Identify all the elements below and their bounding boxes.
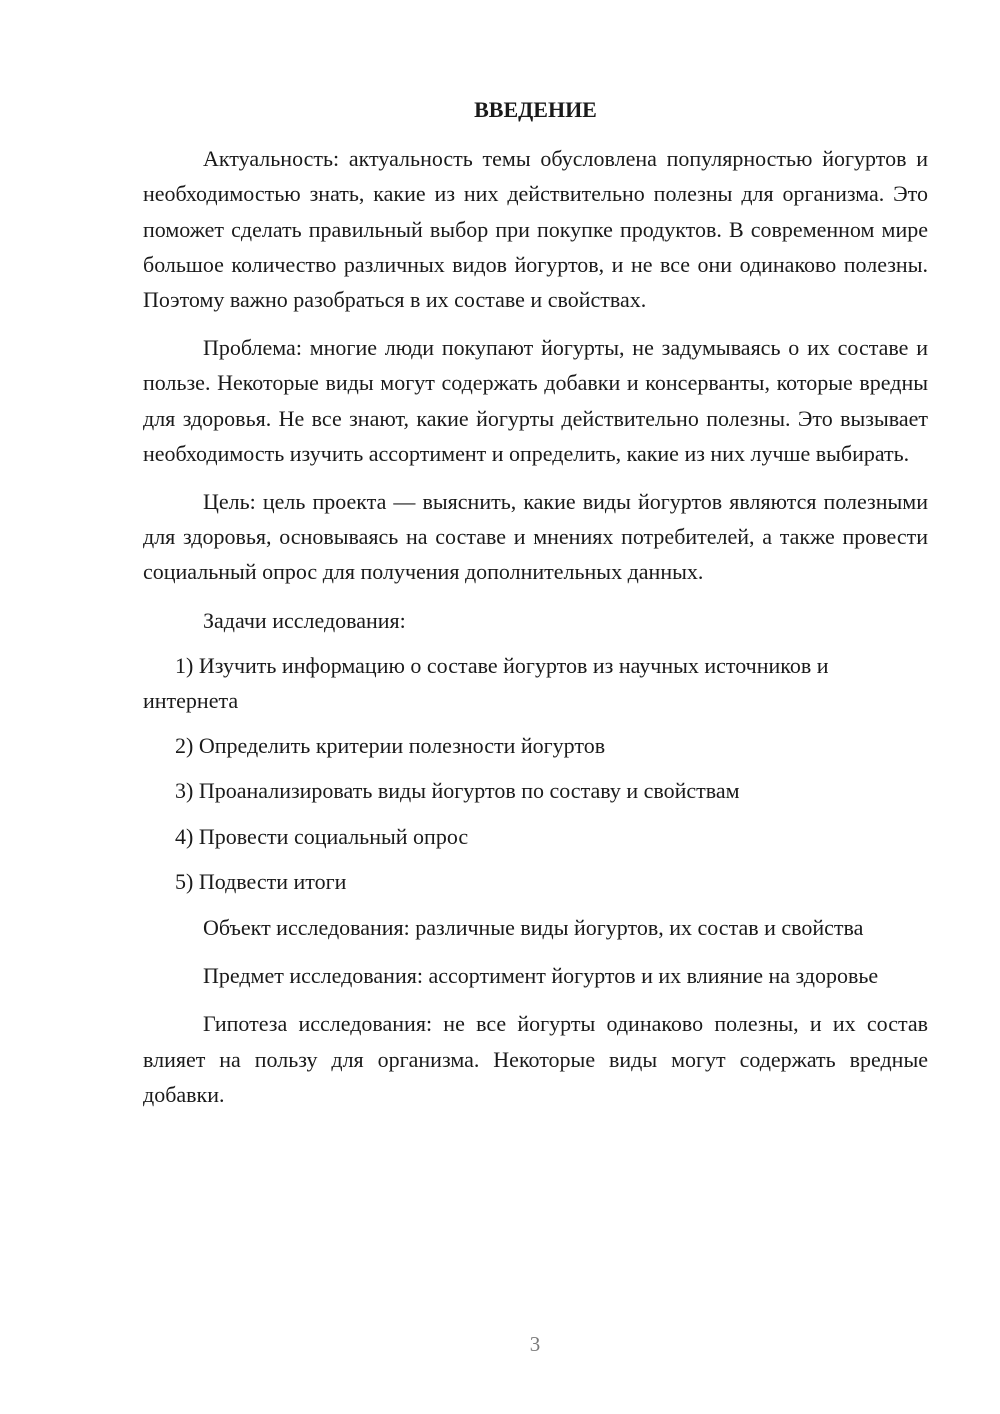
problem-paragraph: Проблема: многие люди покупают йогурты, не задумываясь о их составе и пользе. Некоторые виды могут содержать добавки и консерванты, которые вредны для здоровья. Не все знают, какие йогурты действительно полезны. Это вызывает необходимость изучить ассортимент и определить, какие из них лучше выбирать. <box>143 335 928 466</box>
goal-paragraph: Цель: цель проекта — выяснить, какие виды йогуртов являются полезными для здоровья, основываясь на составе и мнениях потребителей, а также провести социальный опрос для получения дополнительных данных. <box>143 489 928 585</box>
relevance-paragraph: Актуальность: актуальность темы обусловлена популярностью йогуртов и необходимостью знать, какие из них действительно полезны для организма. Это поможет сделать правильный выбор при покупке продуктов. В современном мире большое количество различных видов йогуртов, и не все они одинаково полезны. Поэтому важно разобраться в их составе и свойствах. <box>143 146 928 313</box>
task-item: 5) Подвести итоги <box>175 868 347 894</box>
object-paragraph: Объект исследования: различные виды йогуртов, их состав и свойства <box>203 915 864 941</box>
page-number: 3 <box>529 1332 541 1356</box>
document-body <box>143 92 928 1125</box>
task-item: 2) Определить критерии полезности йогуртов <box>175 733 606 759</box>
hypothesis-paragraph: Гипотеза исследования: не все йогурты одинаково полезны, и их состав влияет на пользу для организма. Некоторые виды могут содержать вредные добавки. <box>143 1011 928 1107</box>
tasks-list <box>143 648 928 899</box>
task-item: 1) Изучить информацию о составе йогуртов из научных источников и интернета <box>143 652 829 714</box>
tasks-title: Задачи исследования: <box>203 607 406 633</box>
section-heading: ВВЕДЕНИЕ <box>474 97 597 122</box>
task-item: 4) Провести социальный опрос <box>175 823 469 849</box>
task-item: 3) Проанализировать виды йогуртов по составу и свойствам <box>175 778 740 804</box>
subject-paragraph: Предмет исследования: ассортимент йогуртов и их влияние на здоровье <box>203 963 879 989</box>
